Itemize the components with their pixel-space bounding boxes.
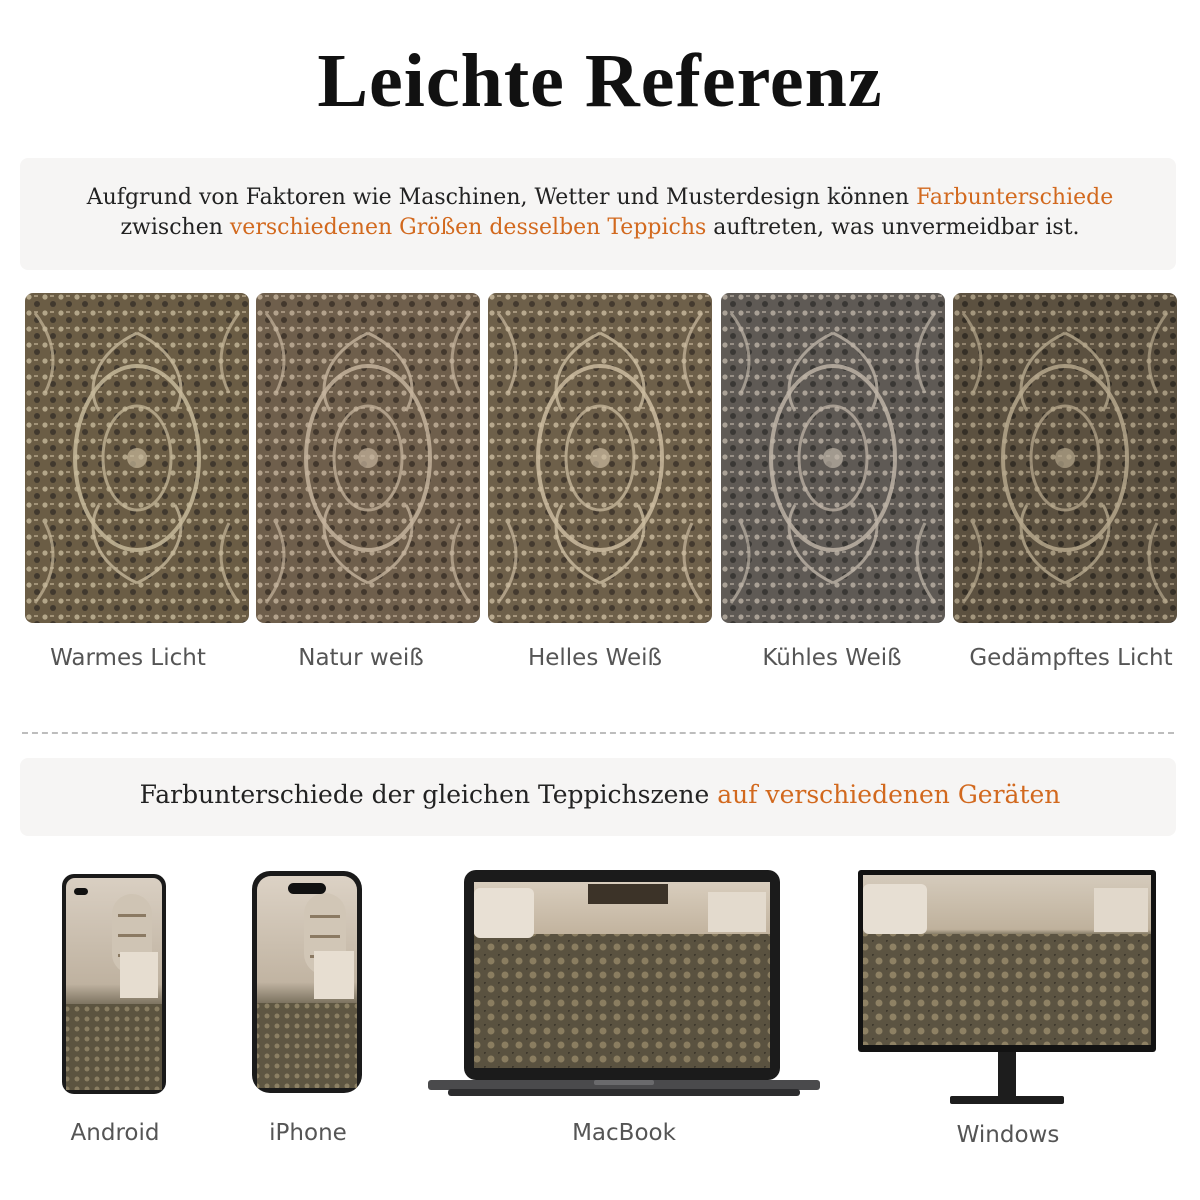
swatch-label-dim: Gedämpftes Licht [969,645,1173,671]
swatch-label-natural: Natur weiß [298,645,424,671]
rug-swatch-natural [256,293,480,623]
note-part-3: auftreten, was unvermeidbar ist. [706,215,1080,240]
device-label-iphone: iPhone [269,1120,347,1146]
device-label-windows: Windows [956,1122,1060,1148]
note-part-1: Aufgrund von Faktoren wie Maschinen, Wetter und Musterdesign können [86,185,917,210]
swatch-label-cool: Kühles Weiß [762,645,902,671]
page-title: Leichte Referenz [317,39,883,123]
swatch-label-bright: Helles Weiß [527,645,663,671]
iphone-icon [252,871,362,1097]
devices-heading [0,780,1200,809]
note-text [0,183,1200,243]
swatch-label-warm: Warmes Licht [50,645,206,671]
note-highlight-2: verschiedenen Größen desselben Teppichs [229,215,707,240]
devices-heading-highlight: auf verschiedenen Geräten [717,780,1061,809]
android-phone-icon [62,874,166,1098]
rug-swatch-cool [721,293,945,623]
windows-monitor-icon [858,870,1156,1114]
rug-swatch-dim [953,293,1177,623]
device-label-android: Android [70,1120,160,1146]
macbook-icon [428,870,820,1100]
device-label-macbook: MacBook [572,1120,676,1146]
rug-swatch-warm [25,293,249,623]
dashed-divider [22,732,1174,734]
devices-heading-text: Farbunterschiede der gleichen Teppichszene [139,780,718,809]
rug-swatch-bright [488,293,712,623]
note-part-2: zwischen [120,215,230,240]
note-highlight-1: Farbunterschiede [916,185,1114,210]
